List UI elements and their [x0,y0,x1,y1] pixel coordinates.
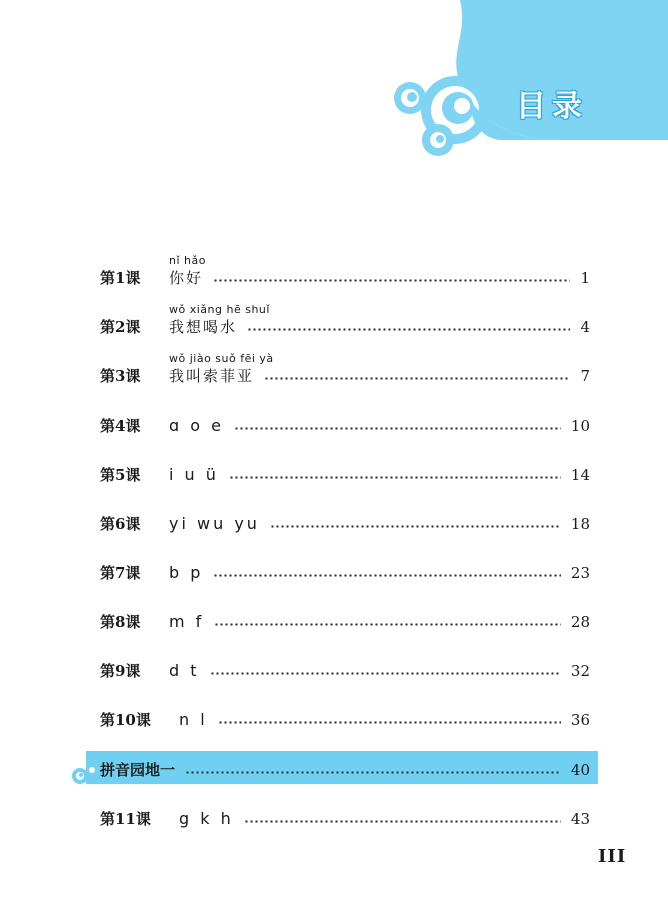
toc-entry-title: 我想喝水 [169,318,238,336]
dot-leader [247,328,570,331]
toc-entry[interactable] [100,803,590,829]
toc-entry-label: 第1课 [100,269,141,287]
toc-entry-title: m f [169,612,205,631]
toc-entry[interactable] [100,754,590,780]
dot-leader [229,476,561,479]
toc-entry-title: 你好 [169,269,204,287]
toc-entry-page: 10 [570,417,590,435]
toc-entry-title: d t [169,661,200,680]
toc-entry-label: 第2课 [100,318,141,336]
toc-entry-title: g k h [179,809,234,828]
dot-leader [264,377,570,380]
toc-entry-page: 18 [570,515,590,533]
dot-leader [244,820,561,823]
toc-entry-page: 40 [570,761,590,779]
toc-entry-title: yi wu yu [169,514,260,533]
toc-entry-title: b p [169,563,204,582]
toc-entry-label: 第7课 [100,564,141,582]
toc-entry-page: 43 [570,810,590,828]
toc-entry[interactable] [100,508,590,534]
toc-entry-page: 23 [570,564,590,582]
toc-entry[interactable] [100,655,590,681]
toc-entry-label: 拼音园地一 [100,761,176,779]
toc-entry-page: 32 [570,662,590,680]
toc-entry-page: 7 [580,367,590,385]
toc-entry-label: 第6课 [100,515,141,533]
dot-leader [234,427,561,430]
toc-entry-label: 第5课 [100,466,141,484]
dot-leader [185,771,561,774]
toc-entry-label: 第10课 [100,711,151,729]
toc-entry[interactable] [100,459,590,485]
toc-entry-label: 第3课 [100,367,141,385]
toc-entry-pinyin: wǒ jiào suǒ fēi yà [169,352,274,365]
toc-entry-label: 第4课 [100,417,141,435]
toc-entry-page: 4 [580,318,590,336]
toc-entry-pinyin: nǐ hǎo [169,254,206,267]
toc-entry-title: 我叫索菲亚 [169,367,255,385]
page-number: III [598,846,627,867]
dot-leader [270,525,561,528]
dot-leader [214,623,561,626]
dot-leader [213,279,570,282]
toc-entry-page: 14 [570,466,590,484]
toc-entry-page: 1 [580,269,590,287]
toc-entry[interactable] [100,606,590,632]
toc-entry-pinyin: wǒ xiǎng hē shuǐ [169,303,270,316]
page-title: 目录 [516,89,588,124]
toc-entry-title: n l [179,710,208,729]
dot-leader [210,672,561,675]
toc-entry-page: 36 [570,711,590,729]
toc-entry-title: ɑ o e [169,416,224,435]
toc-entry-label: 第8课 [100,613,141,631]
toc-entry[interactable] [100,303,590,337]
toc-entry-page: 28 [570,613,590,631]
dot-leader [213,574,561,577]
toc-entry[interactable] [100,410,590,436]
toc-entry-label: 第11课 [100,810,151,828]
toc-entry[interactable] [100,254,590,288]
toc-entry-title: i u ü [169,465,219,484]
toc-entry[interactable] [100,352,590,386]
toc-entry[interactable] [100,704,590,730]
toc-entry[interactable] [100,557,590,583]
dot-leader [218,721,561,724]
toc-entry-label: 第9课 [100,662,141,680]
